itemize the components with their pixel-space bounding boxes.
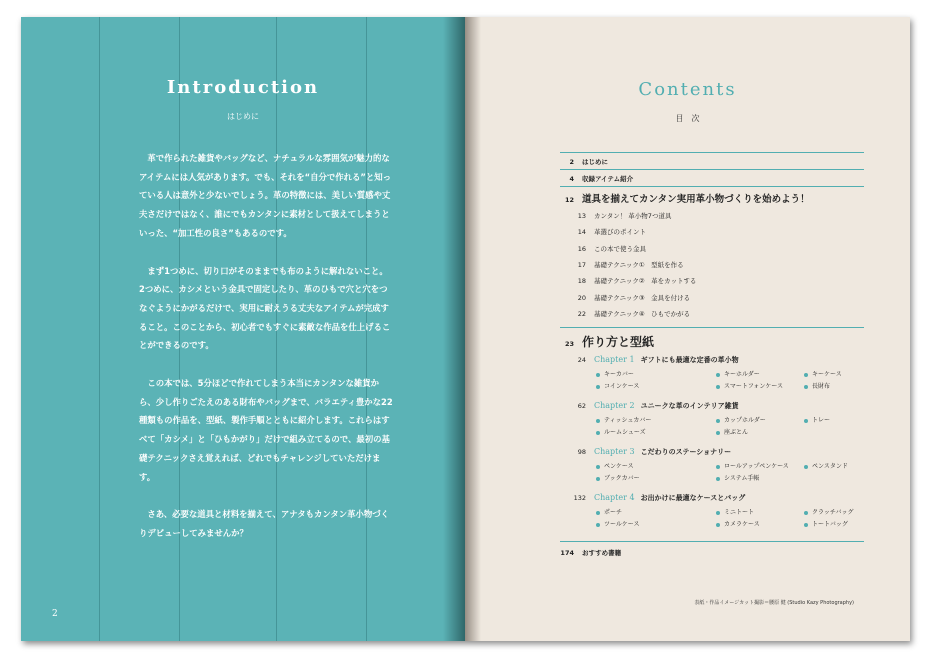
chapter-item: コインケース bbox=[596, 381, 639, 390]
chapter-item: 長財布 bbox=[804, 381, 830, 390]
divider bbox=[560, 186, 864, 187]
toc-entry: 18 基礎テクニック② 革をカットする bbox=[577, 277, 697, 285]
chapter-item: ロールアップペンケース bbox=[716, 461, 789, 470]
chapter-item: カップホルダー bbox=[716, 415, 766, 424]
chapter-item: ブックカバー bbox=[596, 473, 640, 482]
toc-entry: 20 基礎テクニック③ 金具を付ける bbox=[577, 294, 691, 302]
toc-entry: 22 基礎テクニック④ ひもでかがる bbox=[577, 310, 691, 318]
contents-title: Contents bbox=[638, 79, 737, 100]
chapter-item: ツールケース bbox=[596, 519, 639, 528]
chapter-item: ペンケース bbox=[596, 461, 634, 470]
intro-paragraph: この本では、5分ほどで作れてしまう本当にカンタンな雑貨から、少し作りごたえのある財布やバッグまで、バラエティ豊かな22種類もの作品を、型紙、製作手順とともに紹介します。これらはすべて「カシメ」と「ひもかがり」だけで組み立てるので、最初の基礎テクニックさえ覚えれば、どれでもチャレンジしていただけます。 bbox=[139, 378, 393, 482]
chapter-heading: 98 Chapter 3 こだわりのステーショナリー bbox=[577, 447, 732, 456]
chapter-item: キーホルダー bbox=[716, 369, 760, 378]
toc-entry: 17 基礎テクニック① 型紙を作る bbox=[577, 261, 684, 269]
divider bbox=[560, 327, 864, 328]
toc-entry: 174 おすすめ書籍 bbox=[560, 549, 622, 557]
gutter-shadow bbox=[465, 17, 481, 641]
left-page bbox=[21, 17, 465, 641]
toc-entry: 2 はじめに bbox=[569, 158, 608, 166]
gutter-shadow bbox=[443, 17, 465, 641]
toc-entry: 14 革選びのポイント bbox=[577, 228, 646, 236]
intro-paragraph: 革で作られた雑貨やバッグなど、ナチュラルな雰囲気が魅力的なアイテムには人気があります。でも、それを“自分で作れる”と知っている人は意外と少ないでしょう。革の特徴には、美しい質感や丈夫さだけではなく、誰にでもカンタンに素材として扱えてしまうといった、“加工性の良さ”もあるのです。 bbox=[139, 153, 392, 238]
chapter-item: カメラケース bbox=[716, 519, 760, 528]
chapter-heading: 132 Chapter 4 お出かけに最適なケースとバッグ bbox=[573, 493, 746, 502]
chapter-item: クラッチバッグ bbox=[804, 507, 854, 516]
intro-paragraph: さあ、必要な道具と材料を揃えて、アナタもカンタン革小物づくりデビューしてみませんか？ bbox=[139, 509, 390, 538]
introduction-body bbox=[139, 149, 393, 562]
toc-entry: 4 収録アイテム紹介 bbox=[569, 175, 634, 183]
chapter-item: システム手帳 bbox=[716, 473, 759, 482]
toc-section: 23 作り方と型紙 bbox=[564, 335, 655, 349]
chapter-item: ティッシュカバー bbox=[596, 415, 651, 424]
chapter-item: トレー bbox=[804, 415, 830, 424]
chapter-item: ポーチ bbox=[596, 507, 622, 516]
chapter-item: キーケース bbox=[804, 369, 842, 378]
intro-paragraph: まず1つめに、切り口がそのままでも布のように解れないこと。2つめに、カシメという金具で固定したり、革のひもで穴と穴をつなぐようにかがるだけで、実用に耐えうる丈夫なアイテムが完成すること。このことから、初心者でもすぐに素敵な作品を仕上げることができるのです。 bbox=[139, 265, 391, 351]
contents-subtitle: 目 次 bbox=[675, 114, 700, 123]
chapter-item: スマートフォンケース bbox=[716, 381, 783, 390]
introduction-title: Introduction bbox=[166, 77, 320, 98]
chapter-item: 座ぶとん bbox=[716, 427, 748, 436]
chapter-item: ミニトート bbox=[716, 507, 754, 516]
open-book bbox=[21, 17, 910, 641]
introduction-subtitle: はじめに bbox=[227, 112, 259, 121]
chapter-item: トートバッグ bbox=[804, 519, 848, 528]
toc-entry: 13 カンタン！ 革小物7つ道具 bbox=[577, 212, 672, 220]
photo-credit: 表紙・作品イメージカット撮影＝腰原 健 (Studio Kazy Photography) bbox=[694, 600, 854, 606]
chapter-item: キーカバー bbox=[596, 369, 634, 378]
divider bbox=[560, 541, 864, 542]
chapter-item: ルームシューズ bbox=[596, 427, 646, 436]
page-number: 2 bbox=[52, 609, 58, 619]
right-page bbox=[465, 17, 910, 641]
chapter-heading: 62 Chapter 2 ユニークな革のインテリア雑貨 bbox=[577, 401, 739, 410]
divider bbox=[560, 152, 864, 153]
toc-entry: 16 この本で使う金具 bbox=[577, 245, 646, 253]
divider bbox=[560, 169, 864, 170]
chapter-heading: 24 Chapter 1 ギフトにも最適な定番の革小物 bbox=[577, 355, 739, 364]
toc-section: 12 道具を揃えてカンタン実用革小物づくりを始めよう！ bbox=[564, 194, 810, 205]
chapter-item: ペンスタンド bbox=[804, 461, 848, 470]
